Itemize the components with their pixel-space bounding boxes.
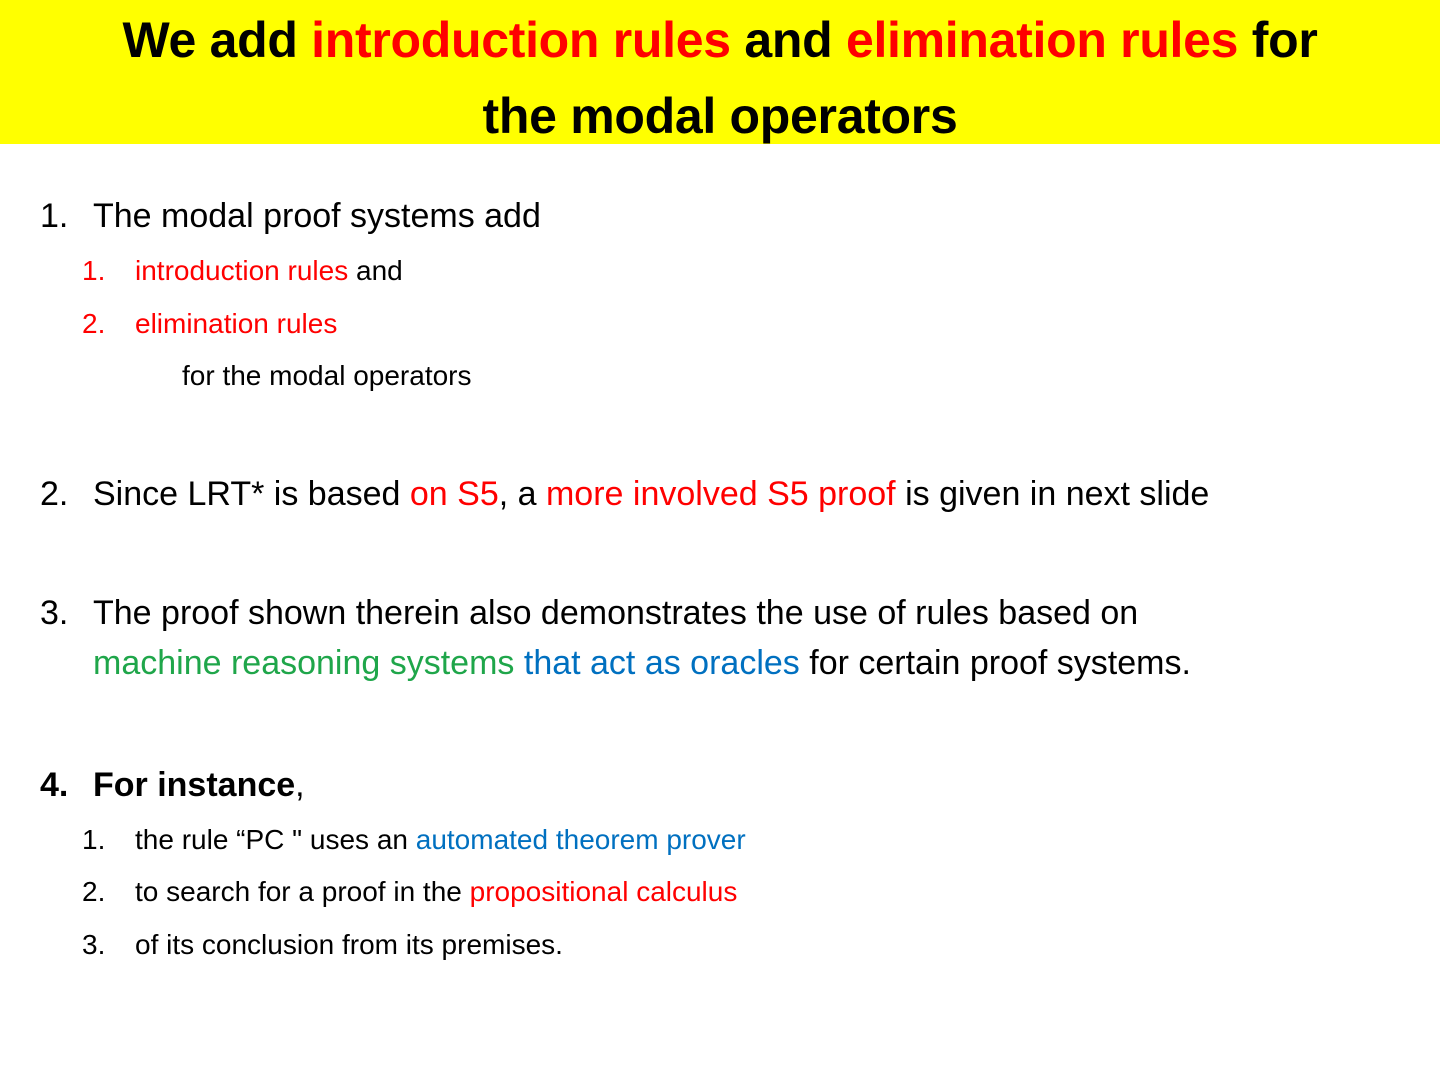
list-number: 1. <box>40 197 69 235</box>
continuation-text: for the modal operators <box>182 360 472 391</box>
slide-title: We add introduction rules and elimination rules for the modal operators <box>122 12 1318 144</box>
title-highlight-elimination: elimination rules <box>845 12 1239 68</box>
title-banner <box>0 0 1440 144</box>
list-text: The modal proof systems add <box>93 197 541 235</box>
title-highlight-introduction: introduction rules <box>311 12 731 68</box>
